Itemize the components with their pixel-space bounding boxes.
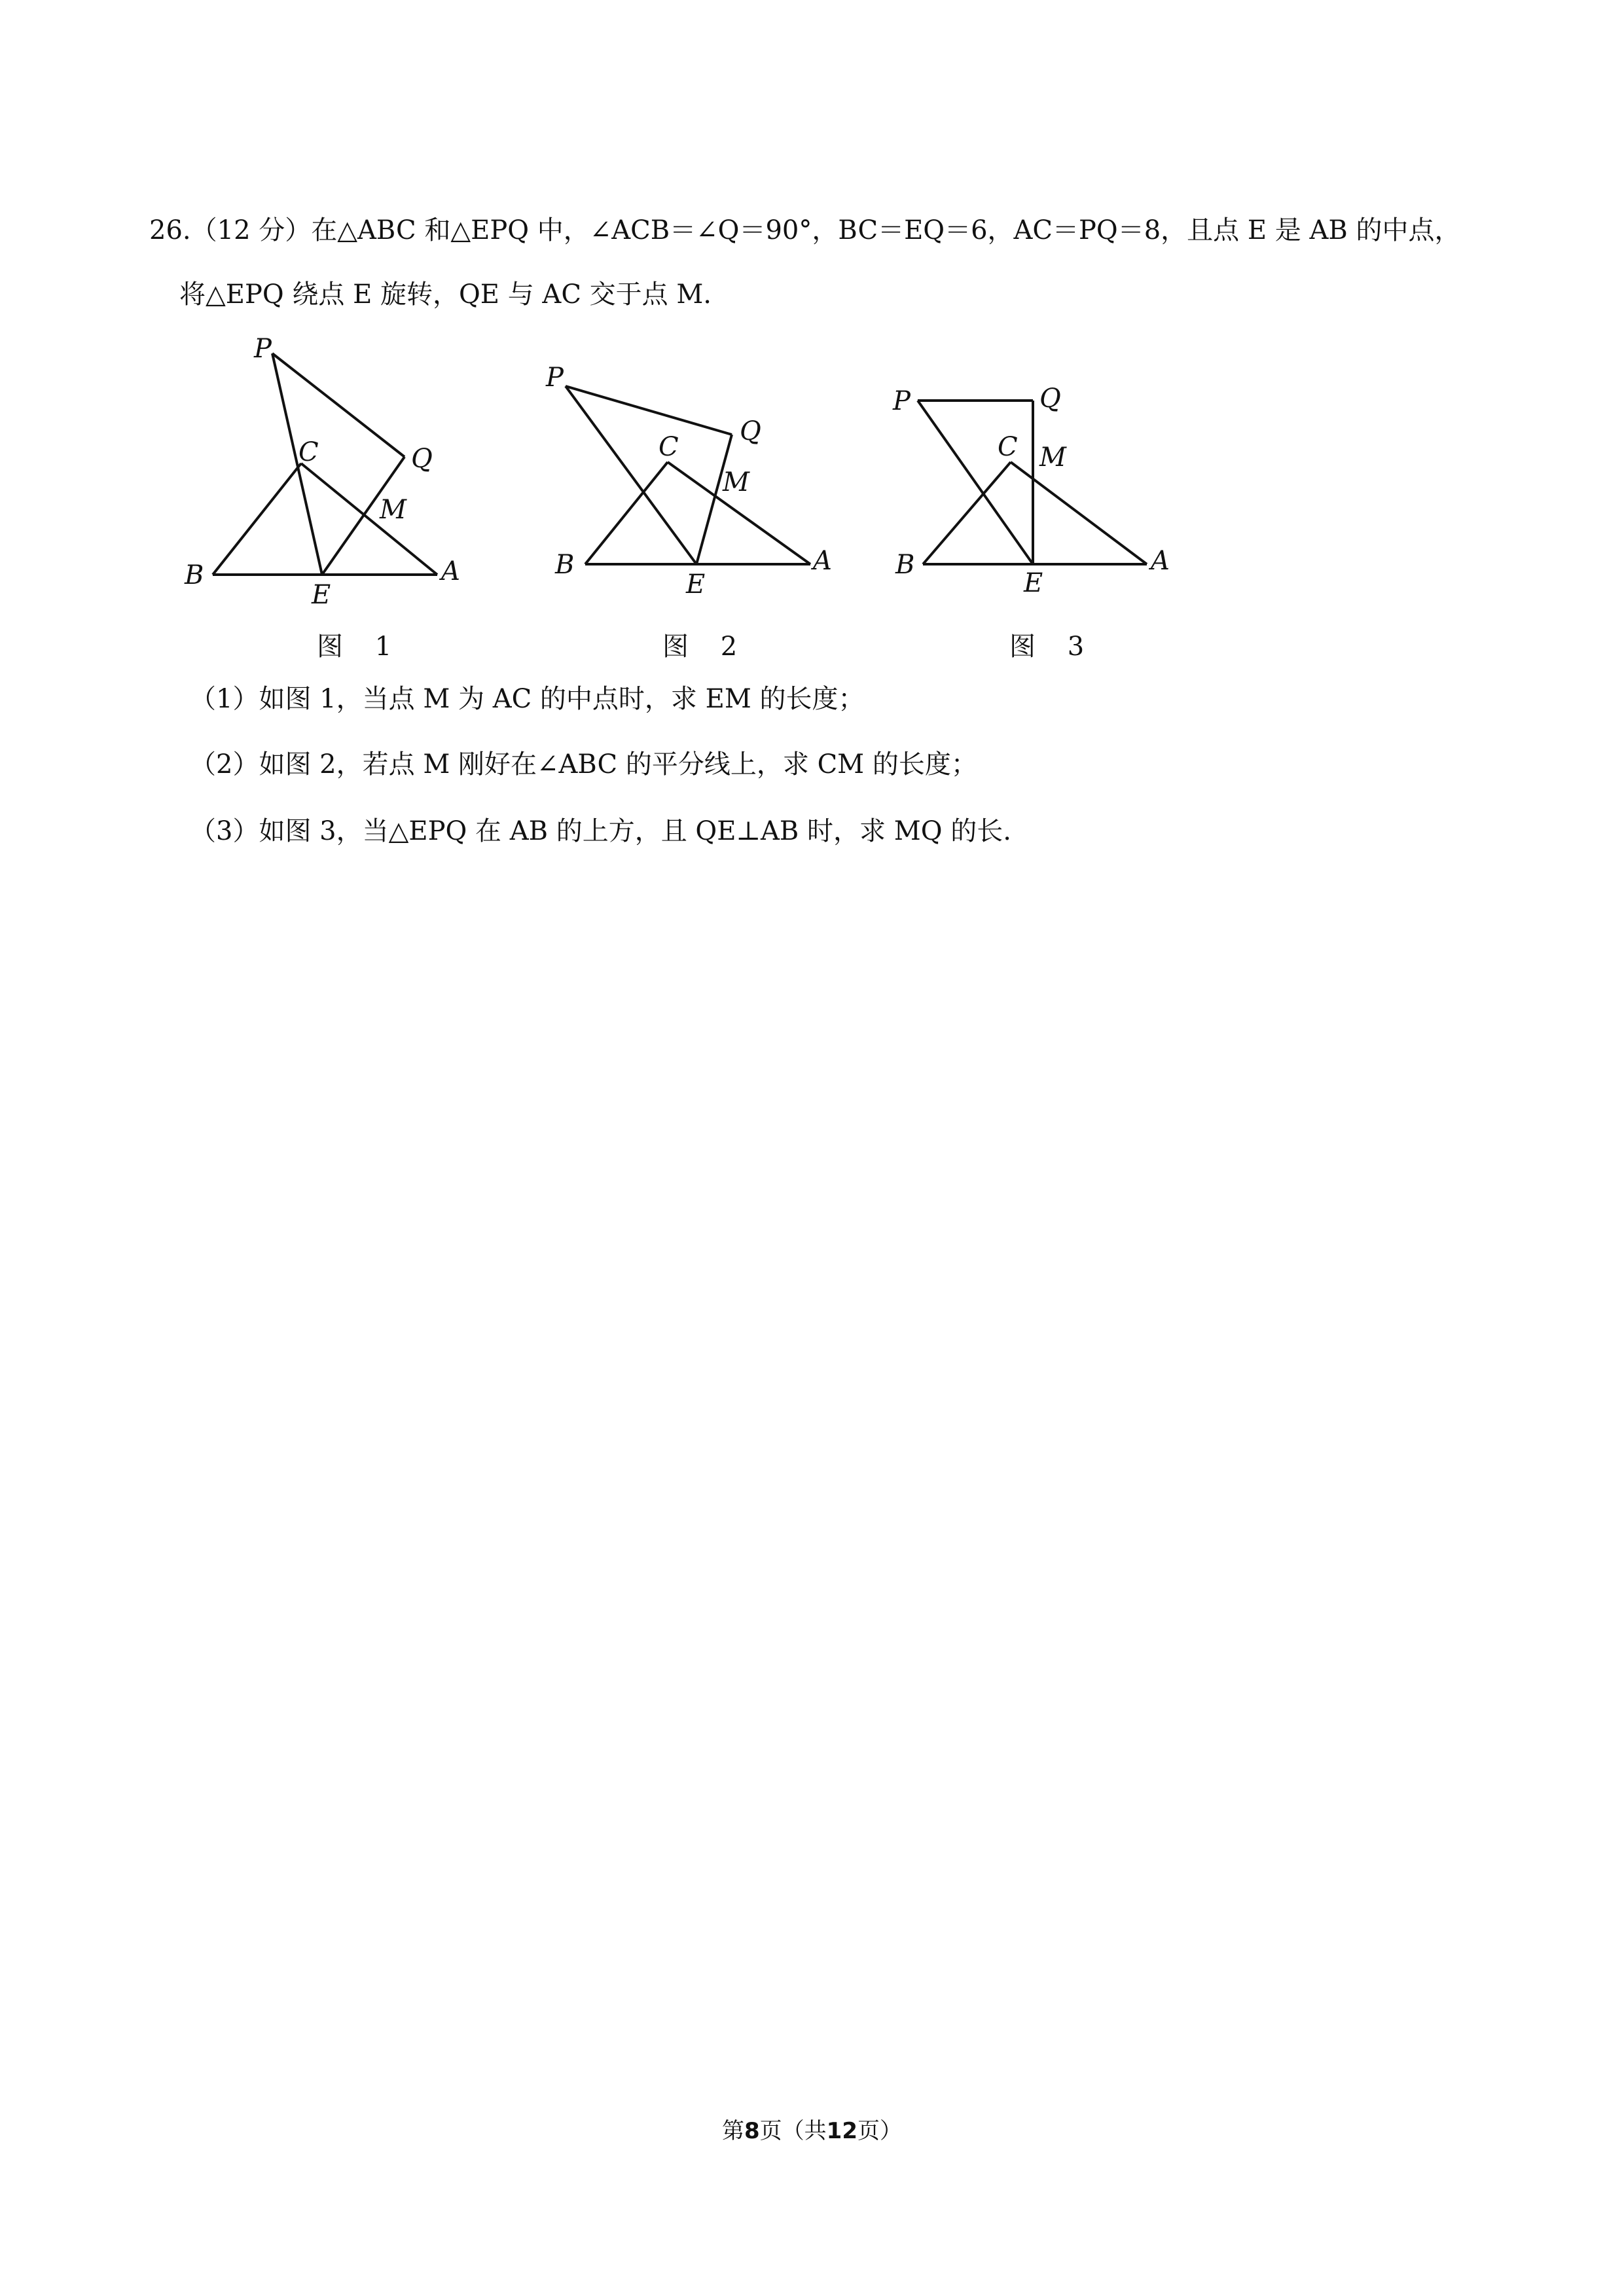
fig1-label-B: B (185, 560, 204, 590)
figure-2-caption: 图 2 (662, 632, 749, 662)
fig2-label-Q: Q (740, 416, 761, 446)
figure-2 (543, 347, 857, 609)
question-stem-text-1: 在△ABC 和△EPQ 中，∠ACB＝∠Q＝90°，BC＝EQ＝6，AC＝PQ＝8，且点 E 是 AB 的中点， (311, 215, 1461, 245)
fig3-label-Q: Q (1039, 384, 1061, 414)
question-score: （12 分） (190, 215, 312, 245)
footer-suffix: 页） (857, 2118, 902, 2144)
fig2-segment-BC (585, 462, 668, 564)
question-stem-text-2: 将△EPQ 绕点 E 旋转，QE 与 AC 交于点 M. (179, 279, 712, 310)
fig3-label-B: B (895, 550, 915, 580)
fig3-segment-CA (1011, 462, 1147, 564)
question-stem-line-1 (149, 213, 1461, 247)
fig1-label-C: C (298, 437, 319, 467)
figure-1 (177, 327, 491, 610)
fig3-label-P: P (893, 386, 911, 416)
fig1-label-M: M (380, 495, 406, 525)
question-stem-line-2 (179, 278, 712, 312)
fig3-segment-PE (918, 401, 1033, 564)
fig2-segment-PQ (566, 386, 732, 435)
footer-prefix: 第 (722, 2118, 744, 2144)
subquestion-3: （3）如图 3，当△EPQ 在 AB 的上方，且 QE⊥AB 时，求 MQ 的长. (190, 816, 1011, 846)
footer-middle: 页（共 (759, 2118, 827, 2144)
fig2-label-M: M (723, 467, 749, 497)
fig1-label-A: A (441, 556, 460, 586)
fig3-label-A: A (1151, 546, 1170, 576)
figure-1-caption: 图 1 (317, 632, 404, 662)
fig2-label-P: P (546, 363, 564, 393)
fig1-segment-CA (301, 463, 437, 575)
fig2-segment-PE (566, 386, 696, 564)
figure-3 (890, 367, 1204, 609)
fig2-label-E: E (686, 569, 706, 600)
footer-total-pages: 12 (826, 2118, 857, 2144)
fig3-label-C: C (998, 432, 1018, 462)
question-number: 26. (149, 215, 191, 245)
fig1-label-Q: Q (411, 444, 433, 474)
fig2-label-B: B (555, 550, 575, 580)
footer-page-number: 8 (744, 2118, 760, 2144)
fig3-label-E: E (1024, 568, 1043, 598)
fig1-segment-BC (213, 463, 301, 575)
fig3-label-M: M (1039, 442, 1066, 473)
fig1-label-P: P (254, 334, 272, 364)
fig2-label-C: C (659, 432, 679, 462)
page-footer (0, 2113, 1624, 2145)
figure-3-caption: 图 3 (1009, 632, 1096, 662)
subquestion-1: （1）如图 1，当点 M 为 AC 的中点时，求 EM 的长度； (190, 684, 865, 714)
subquestion-2: （2）如图 2，若点 M 刚好在∠ABC 的平分线上，求 CM 的长度； (190, 749, 977, 780)
fig2-segment-QE (696, 435, 732, 564)
fig2-label-A: A (813, 546, 832, 576)
fig1-label-E: E (312, 580, 331, 610)
